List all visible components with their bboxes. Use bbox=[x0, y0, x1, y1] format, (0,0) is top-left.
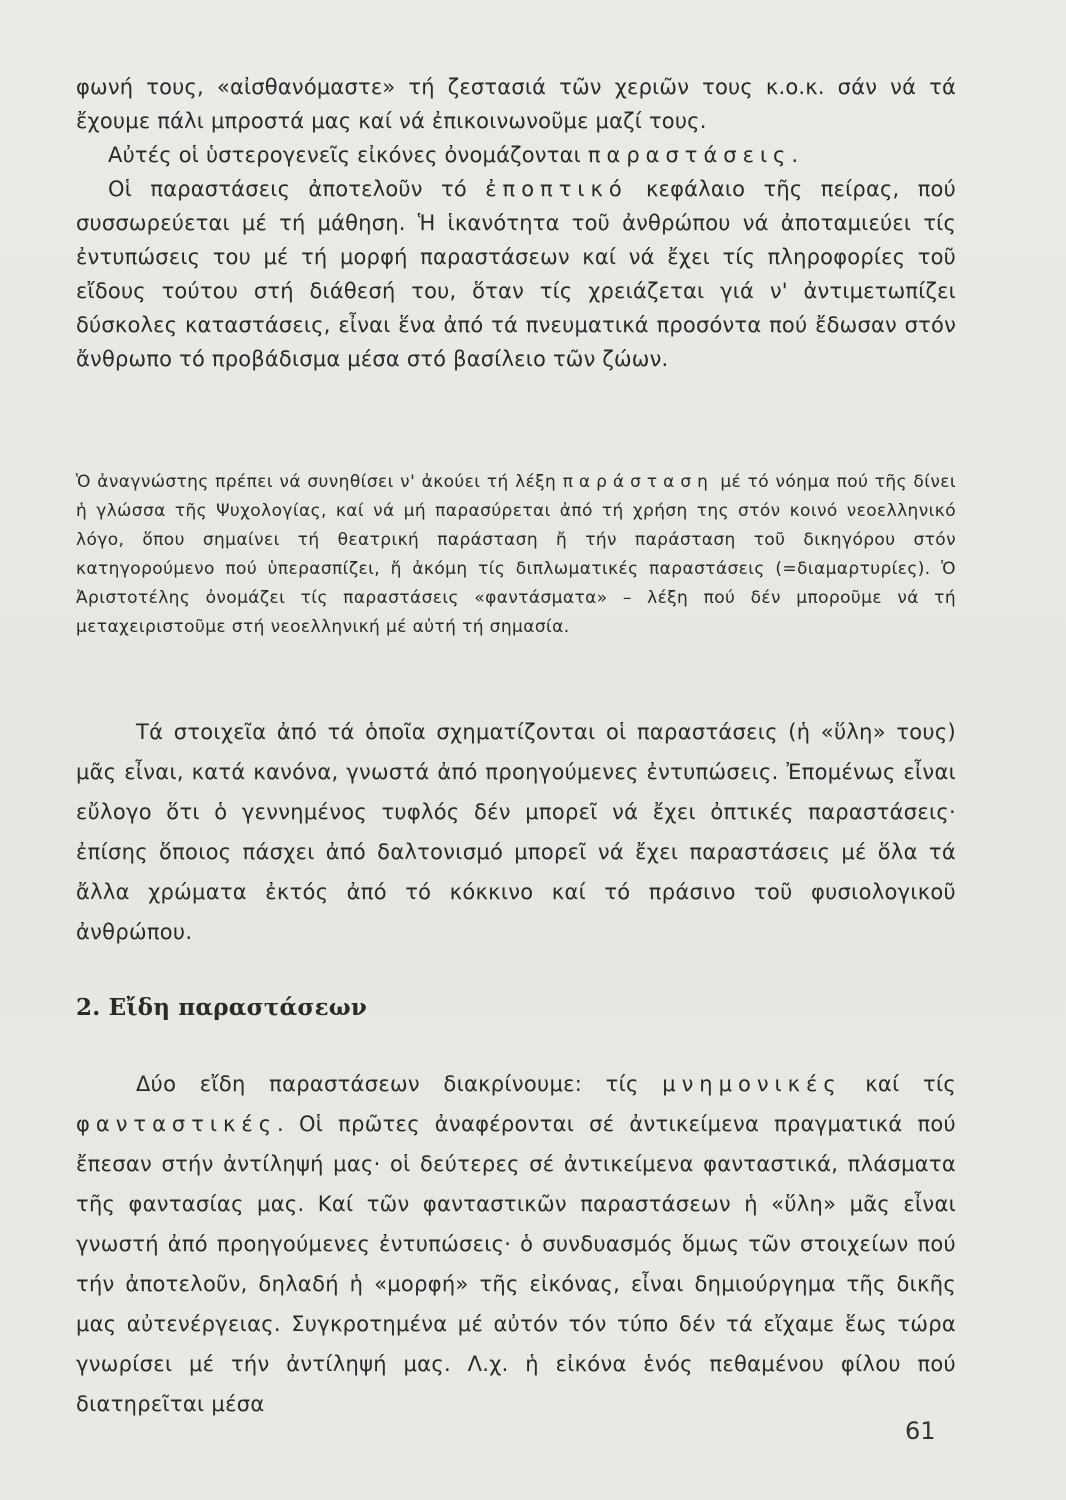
term-representation: παράσταση bbox=[562, 472, 714, 492]
definition-sentence: Αὐτές οἱ ὑστερογενεῖς εἰκόνες ὀνομάζονται παραστάσεις. bbox=[108, 143, 799, 167]
elements-paragraph: Τά στοιχεῖα ἀπό τά ὁποῖα σχηματίζονται οἱ παραστάσεις (ἡ «ὕλη» τους) μᾶς εἶναι, κατά κανόνα, γνωστά ἀπό προηγούμενες ἐντυπώσεις. Ἐπομένως εἶναι εὔλογο ὅτι ὁ γεννημένος τυφλός δέν μπορεῖ νά ἔχει ὀπτικές παραστάσεις· ἐπίσης ὅποιος πάσχει ἀπό δαλτονισμό μπορεῖ νά ἔχει παραστάσεις μέ ὅλα τά ἄλλα χρώματα ἐκτός ἀπό τό κόκκινο καί τό πράσινο τοῦ φυσιολογικοῦ ἀνθρώπου. bbox=[76, 720, 956, 944]
term-visual: ἐποπτικό bbox=[485, 177, 628, 201]
experience-sentence: Οἱ παραστάσεις ἀποτελοῦν τό ἐποπτικό κεφάλαιο τῆς πείρας, πού συσσωρεύεται μέ τή μάθηση. Ἡ ἱκανότητα τοῦ ἀνθρώπου νά ἀποταμιεύει τίς ἐντυπώσεις του μέ τή μορφή παραστάσεων καί νά ἔχει τίς πληροφορίες τοῦ εἴδους τούτου στή διάθεσή του, ὅταν τίς χρειάζεται γιά ν' ἀντιμετωπίζει δύσκολες καταστάσεις, εἶναι ἕνα ἀπό τά πνευματικά προσόντα πού ἔδωσαν στόν ἄνθρωπο τό προβάδισμα μέσα στό βασίλειο τῶν ζώων. bbox=[76, 177, 956, 371]
section-heading: 2. Εἴδη παραστάσεων bbox=[76, 994, 368, 1021]
intro-paragraph bbox=[76, 70, 956, 376]
term-imaginary: φανταστικές bbox=[76, 1112, 278, 1136]
kinds-paragraph: Δύο εἴδη παραστάσεων διακρίνουμε: τίς μνημονικές καί τίς φανταστικές. Οἱ πρῶτες ἀναφέρονται σέ ἀντικείμενα πραγματικά πού ἔπεσαν στήν ἀντίληψή μας· οἱ δεύτερες σέ ἀντικείμενα φανταστικά, πλάσματα τῆς φαντασίας μας. Καί τῶν φανταστικῶν παραστάσεων ἡ «ὕλη» μᾶς εἶναι γνωστή ἀπό προηγούμενες ἐντυπώσεις· ὁ συνδυασμός ὅμως τῶν στοιχείων πού τήν ἀποτελοῦν, δηλαδή ἡ «μορφή» τῆς εἰκόνας, εἶναι δημιούργημα τῆς δικῆς μας αὐτενέργειας. Συγκροτημένα μέ αὐτόν τόν τύπο δέν τά εἴχαμε ἕως τώρα γνωρίσει μέ τήν ἀντίληψή μας. Λ.χ. ἡ εἰκόνα ἑνός πεθαμένου φίλου πού διατηρεῖται μέσα bbox=[76, 1072, 956, 1416]
intro-line-continuation: φωνή τους, «αἰσθανόμαστε» τή ζεστασιά τῶν χεριῶν τους κ.ο.κ. σάν νά τά ἔχουμε πάλι μπροστά μας καί νά ἐπικοινωνοῦμε μαζί τους. bbox=[76, 75, 956, 133]
term-representations: παραστάσεις bbox=[587, 143, 792, 167]
reader-note: Ὁ ἀναγνώστης πρέπει νά συνηθίσει ν' ἀκούει τή λέξη παράσταση μέ τό νόημα πού τῆς δίνει ἡ γλώσσα τῆς Ψυχολογίας, καί νά μή παρασύρεται ἀπό τή χρήση της στόν κοινό νεοελληνικό λόγο, ὅπου σημαίνει τή θεατρική παράσταση ἤ τήν παράσταση τοῦ δικηγόρου στόν κατηγορούμενο πού ὑπερασπίζει, ἤ ἀκόμη τίς διπλωματικές παραστάσεις (=διαμαρτυρίες). Ὁ Ἀριστοτέλης ὀνομάζει τίς παραστάσεις «φαντάσματα» – λέξη πού δέν μποροῦμε νά τή μεταχειριστοῦμε στή νεοελληνική μέ αὐτή τή σημασία. bbox=[76, 472, 956, 637]
page-number: 61 bbox=[905, 1417, 936, 1445]
term-mnemonic: μνημονικές bbox=[662, 1072, 842, 1096]
